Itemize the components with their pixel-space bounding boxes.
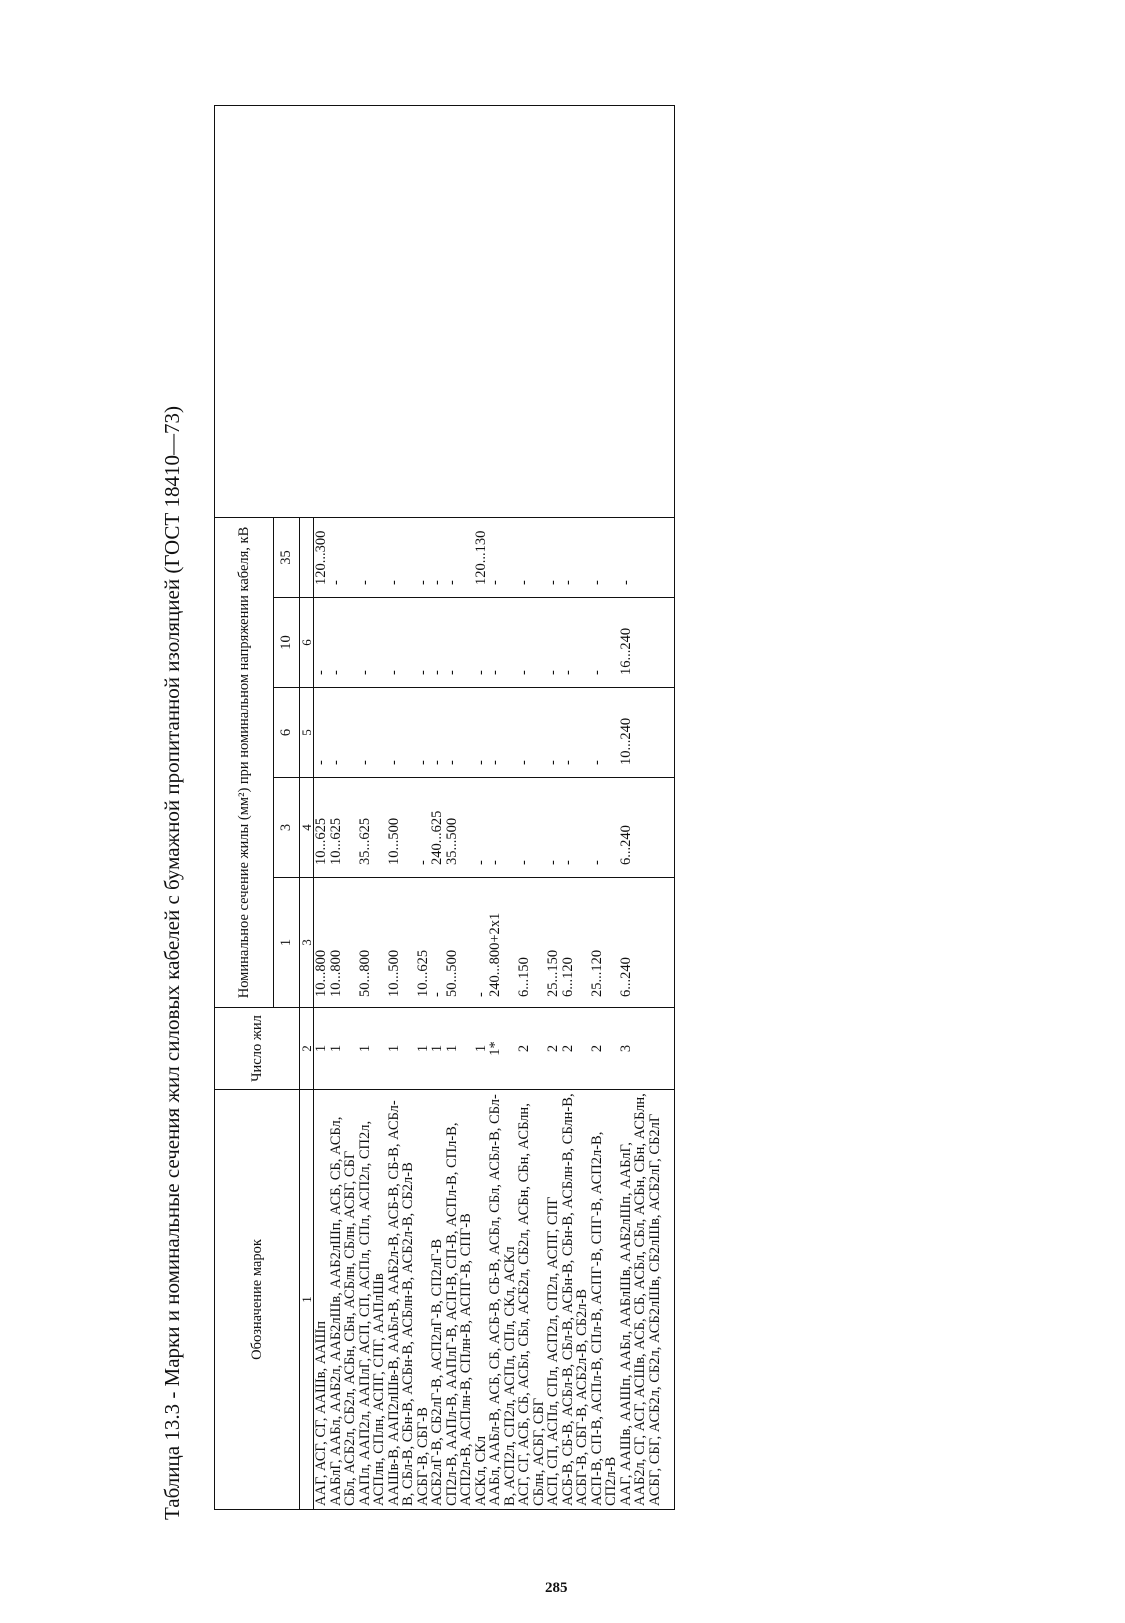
section-6kv-cell: - — [430, 688, 445, 778]
section-1kv-cell: 50...500 — [445, 878, 474, 1008]
marks-cell: ААГ, АСГ, СГ, ААШв, ААШп — [314, 1090, 329, 1510]
empty-cell — [561, 105, 590, 517]
section-6kv-cell: - — [488, 688, 517, 778]
section-35kv-cell: - — [517, 517, 546, 597]
cores-cell: 1 — [329, 1008, 358, 1090]
marks-cell: АСП, СП, АСПл, СПл, АСП2л, СП2л, АСПГ, СПГ — [546, 1090, 561, 1510]
table-row — [329, 105, 358, 1509]
section-6kv-cell: 10...240 — [619, 688, 675, 778]
header-section: Номинальное сечение жилы (мм²) при номинальном напряжении кабеля, кВ — [215, 517, 274, 1007]
marks-cell: ААГ, ААШв, ААШп, ААБл, ААБлШв, ААБ2лШп, ААБлГ, ААБ2л, СГ, АСГ, АСШв, АСБ, СБ, АСБл, СБл, АСБн, СБн, АСБлн, АСБГ, СБГ, АСБ2л, СБ2л, АСБ2лШв, СБ2лШв, АСБ2лГ, СБ2лГ — [619, 1090, 675, 1510]
section-10kv-cell: - — [445, 598, 474, 688]
marks-cell: ААБлГ, ААБл, ААБ2л, ААБ2лШв, ААБ2лШп, АСБ, СБ, АСБл, СБл, АСБ2л, СБ2л, АСБн, СБн, АСБлн, СБлн, АСБГ, СБГ — [329, 1090, 358, 1510]
section-10kv-cell: - — [358, 598, 387, 688]
table-row — [358, 105, 387, 1509]
empty-cell — [329, 105, 358, 517]
section-3kv-cell: 35...625 — [358, 778, 387, 878]
header-voltage-6: 6 — [274, 688, 300, 778]
empty-cell — [488, 105, 517, 517]
cores-cell: 2 — [546, 1008, 561, 1090]
marks-cell: АСБГ-В, СБГ-В — [416, 1090, 431, 1510]
table-row — [416, 105, 431, 1509]
header-voltage-10: 10 — [274, 598, 300, 688]
empty-cell — [546, 105, 561, 517]
table-row — [561, 105, 590, 1509]
table-row — [488, 105, 517, 1509]
section-3kv-cell: 240...625 — [430, 778, 445, 878]
section-35kv-cell: 120...130 — [474, 517, 489, 597]
cores-cell: 1 — [416, 1008, 431, 1090]
section-35kv-cell: - — [445, 517, 474, 597]
marks-cell: АСГ, СГ, АСБ, СБ, АСБл, СБл, АСБ2л, СБ2л, АСБн, СБн, АСБлн, СБлн, АСБГ, СБГ — [517, 1090, 546, 1510]
empty-cell — [387, 105, 416, 517]
section-10kv-cell: - — [416, 598, 431, 688]
section-1kv-cell: 25...150 — [546, 878, 561, 1008]
section-3kv-cell: - — [517, 778, 546, 878]
table-row — [314, 105, 329, 1509]
table-row — [546, 105, 561, 1509]
section-10kv-cell: - — [329, 598, 358, 688]
section-1kv-cell: 10...625 — [416, 878, 431, 1008]
cores-cell: 1 — [358, 1008, 387, 1090]
section-3kv-cell: - — [474, 778, 489, 878]
rotated-page-content — [157, 120, 877, 1520]
section-35kv-cell: - — [329, 517, 358, 597]
section-10kv-cell: - — [474, 598, 489, 688]
page-number: 285 — [545, 1580, 568, 1596]
header-cores: Число жил — [215, 1008, 300, 1090]
section-3kv-cell: - — [546, 778, 561, 878]
cable-table — [214, 105, 675, 1510]
section-1kv-cell: - — [474, 878, 489, 1008]
cores-cell: 1* — [488, 1008, 517, 1090]
section-10kv-cell: - — [546, 598, 561, 688]
section-35kv-cell: - — [358, 517, 387, 597]
section-35kv-cell: - — [430, 517, 445, 597]
colnum-3: 3 — [300, 878, 314, 1008]
marks-cell: АСБ2лГ-В, СБ2лГ-В, АСП2лГ-В, СП2лГ-В — [430, 1090, 445, 1510]
section-3kv-cell: - — [590, 778, 619, 878]
cores-cell: 1 — [314, 1008, 329, 1090]
table-caption: Таблица 13.3 - Марки и номинальные сечения жил силовых кабелей с бумажной пропитанной изоляцией (ГОСТ 18410—73) — [160, 406, 184, 1520]
table-row — [445, 105, 474, 1509]
table-row — [619, 105, 675, 1509]
section-6kv-cell: - — [590, 688, 619, 778]
marks-cell: СП2л-В, ААПл-В, ААПлГ-В, АСП-В, СП-В, АСПл-В, СПл-В, АСП2л-В, АСПлн-В, СПлн-В, АСПГ-В, СПГ-В — [445, 1090, 474, 1510]
table-row — [474, 105, 489, 1509]
cores-cell: 1 — [445, 1008, 474, 1090]
header-empty — [215, 105, 314, 517]
section-6kv-cell: - — [517, 688, 546, 778]
cores-cell: 3 — [619, 1008, 675, 1090]
cores-cell: 1 — [474, 1008, 489, 1090]
section-35kv-cell: - — [387, 517, 416, 597]
section-10kv-cell: - — [488, 598, 517, 688]
section-6kv-cell: - — [358, 688, 387, 778]
section-1kv-cell: 6...240 — [619, 878, 675, 1008]
section-10kv-cell: 16...240 — [619, 598, 675, 688]
table-row — [590, 105, 619, 1509]
section-6kv-cell: - — [445, 688, 474, 778]
header-voltage-3: 3 — [274, 778, 300, 878]
section-1kv-cell: - — [430, 878, 445, 1008]
section-35kv-cell: - — [416, 517, 431, 597]
colnum-1: 1 — [300, 1090, 314, 1510]
empty-cell — [430, 105, 445, 517]
empty-cell — [590, 105, 619, 517]
section-1kv-cell: 10...800 — [314, 878, 329, 1008]
marks-cell: АСП-В, СП-В, АСПл-В, СПл-В, АСПГ-В, СПГ-В, АСП2л-В, СП2л-В — [590, 1090, 619, 1510]
marks-cell: ААШв-В, ААП2лШв-В, ААБл-В, ААБ2л-В, АСБ-В, СБ-В, АСБл-В, СБл-В, СБн-В, АСБн-В, АСБлн-В, АСБ2л-В, СБ2л-В — [387, 1090, 416, 1510]
section-10kv-cell: - — [517, 598, 546, 688]
section-1kv-cell: 10...500 — [387, 878, 416, 1008]
section-3kv-cell: 10...625 — [329, 778, 358, 878]
cores-cell: 2 — [590, 1008, 619, 1090]
section-6kv-cell: - — [474, 688, 489, 778]
section-3kv-cell: 10...500 — [387, 778, 416, 878]
section-10kv-cell: - — [314, 598, 329, 688]
empty-cell — [416, 105, 431, 517]
section-10kv-cell: - — [387, 598, 416, 688]
section-10kv-cell: - — [561, 598, 590, 688]
colnum-2: 2 — [300, 1008, 314, 1090]
section-3kv-cell: - — [488, 778, 517, 878]
section-1kv-cell: 10...800 — [329, 878, 358, 1008]
section-6kv-cell: - — [314, 688, 329, 778]
section-6kv-cell: - — [561, 688, 590, 778]
section-35kv-cell: - — [590, 517, 619, 597]
section-3kv-cell: - — [416, 778, 431, 878]
section-35kv-cell: - — [546, 517, 561, 597]
section-35kv-cell: - — [488, 517, 517, 597]
header-marks: Обозначение марок — [215, 1090, 300, 1510]
cores-cell: 1 — [430, 1008, 445, 1090]
colnum-5: 5 — [300, 688, 314, 778]
empty-cell — [314, 105, 329, 517]
section-1kv-cell: 240...800+2x1 — [488, 878, 517, 1008]
empty-cell — [358, 105, 387, 517]
section-35kv-cell: 120...300 — [314, 517, 329, 597]
header-voltage-1: 1 — [274, 878, 300, 1008]
marks-cell: АСБ-В, СБ-В, АСБл-В, СБл-В, АСБн-В, СБн-В, АСБлн-В, СБлн-В, АСБГ-В, СБГ-В, АСБ2л-В, СБ2л-В — [561, 1090, 590, 1510]
cores-cell: 1 — [387, 1008, 416, 1090]
colnum-4: 4 — [300, 778, 314, 878]
section-3kv-cell: 6...240 — [619, 778, 675, 878]
table-row — [387, 105, 416, 1509]
colnum-6: 6 — [300, 598, 314, 688]
section-1kv-cell: 6...150 — [517, 878, 546, 1008]
section-3kv-cell: 35...500 — [445, 778, 474, 878]
table-row — [517, 105, 546, 1509]
section-1kv-cell: 50...800 — [358, 878, 387, 1008]
colnum-7 — [300, 517, 314, 597]
marks-cell: АСКл, СКл — [474, 1090, 489, 1510]
section-3kv-cell: - — [561, 778, 590, 878]
section-35kv-cell: - — [619, 517, 675, 597]
marks-cell: ААПл, ААП2л, ААПлГ, АСП, СП, АСПл, СПл, АСП2л, СП2л, АСПлн, СПлн, АСПГ, СПГ, ААПлШв — [358, 1090, 387, 1510]
section-1kv-cell: 6...120 — [561, 878, 590, 1008]
section-35kv-cell: - — [561, 517, 590, 597]
section-6kv-cell: - — [329, 688, 358, 778]
empty-cell — [517, 105, 546, 517]
section-10kv-cell: - — [430, 598, 445, 688]
cores-cell: 2 — [561, 1008, 590, 1090]
section-1kv-cell: 25...120 — [590, 878, 619, 1008]
table-row — [430, 105, 445, 1509]
section-3kv-cell: 10...625 — [314, 778, 329, 878]
section-6kv-cell: - — [416, 688, 431, 778]
section-6kv-cell: - — [546, 688, 561, 778]
cores-cell: 2 — [517, 1008, 546, 1090]
empty-cell — [619, 105, 675, 517]
marks-cell: ААБл, ААБл-В, АСБ, СБ, АСБ-В, СБ-В, АСБл, СБл, АСБл-В, СБл-В, АСП2л, СП2л, АСПл, СПл, СКл, АСКл — [488, 1090, 517, 1510]
empty-cell — [445, 105, 474, 517]
header-voltage-35: 35 — [274, 517, 300, 597]
section-10kv-cell: - — [590, 598, 619, 688]
empty-cell — [474, 105, 489, 517]
section-6kv-cell: - — [387, 688, 416, 778]
